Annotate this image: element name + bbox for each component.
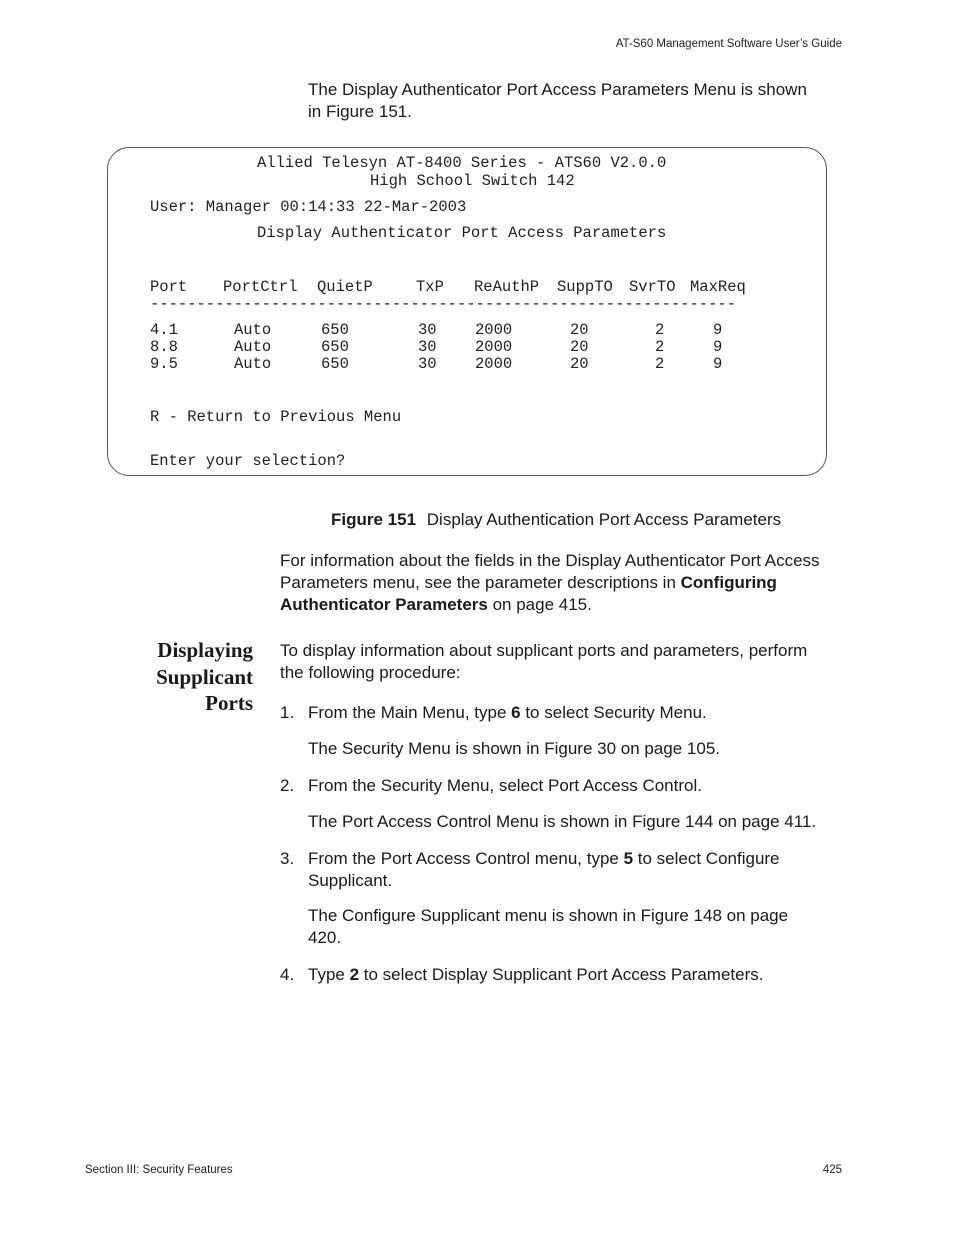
running-header: AT-S60 Management Software User’s Guide bbox=[615, 38, 842, 50]
table-cell: 9 bbox=[713, 355, 723, 373]
procedure-intro-line-2: the following procedure: bbox=[280, 663, 461, 682]
table-separator: --------------------------------------------------------------- bbox=[150, 295, 736, 313]
heading-line-2: Supplicant bbox=[156, 664, 253, 689]
intro-line-2: in Figure 151. bbox=[308, 102, 412, 121]
heading-line-3: Ports bbox=[205, 691, 253, 715]
step-text: to select Configure bbox=[633, 849, 780, 868]
table-cell: 2000 bbox=[475, 321, 513, 339]
table-cell: Auto bbox=[234, 338, 272, 356]
table-cell: 30 bbox=[418, 338, 437, 356]
step-key: 5 bbox=[623, 849, 634, 868]
column-header-txp: TxP bbox=[416, 278, 444, 296]
procedure-intro bbox=[280, 640, 840, 684]
column-header-reauthp: ReAuthP bbox=[474, 278, 540, 296]
step-text: to select Display Supplicant Port Access Parameters. bbox=[359, 965, 764, 984]
table-cell: 2 bbox=[655, 355, 665, 373]
column-header-quietp: QuietP bbox=[317, 278, 373, 296]
table-cell: 9 bbox=[713, 338, 723, 356]
procedure-intro-line-1: To display information about supplicant ports and parameters, perform bbox=[280, 641, 808, 660]
info-line-3 bbox=[280, 594, 840, 616]
info-line-1: For information about the fields in the Display Authenticator Port Access bbox=[280, 551, 820, 570]
table-cell: 650 bbox=[321, 338, 349, 356]
info-text: Parameters menu, see the parameter descriptions in bbox=[280, 573, 681, 592]
table-cell: 2 bbox=[655, 321, 665, 339]
step-3-text bbox=[308, 848, 828, 892]
table-cell: 650 bbox=[321, 321, 349, 339]
table-cell: 20 bbox=[570, 321, 589, 339]
heading-line-1: Displaying bbox=[157, 638, 253, 662]
step-text: From the Port Access Control menu, type bbox=[308, 849, 624, 868]
step-3-line-2: Supplicant. bbox=[308, 871, 393, 890]
table-cell: 9 bbox=[713, 321, 723, 339]
step-key: 2 bbox=[349, 965, 360, 984]
configuring-link-part-1: Configuring bbox=[680, 573, 777, 592]
table-cell: Auto bbox=[234, 355, 272, 373]
column-header-svrto: SvrTO bbox=[629, 278, 676, 296]
terminal-menu-title: Display Authenticator Port Access Parameters bbox=[257, 224, 667, 242]
step-1-note: The Security Menu is shown in Figure 30 on page 105. bbox=[308, 739, 721, 758]
step-2-text: From the Security Menu, select Port Access Control. bbox=[308, 776, 702, 795]
intro-paragraph bbox=[308, 79, 828, 123]
step-number: 2. bbox=[280, 776, 295, 795]
step-text: to select Security Menu. bbox=[520, 703, 707, 722]
configuring-link-part-2: Authenticator Parameters bbox=[280, 595, 488, 614]
step-number: 1. bbox=[280, 703, 295, 722]
table-cell: 650 bbox=[321, 355, 349, 373]
page-number: 425 bbox=[822, 1164, 842, 1176]
step-text: From the Main Menu, type bbox=[308, 703, 512, 722]
table-cell: 2000 bbox=[475, 338, 513, 356]
step-number: 3. bbox=[280, 849, 295, 868]
section-heading bbox=[120, 637, 253, 717]
column-header-maxreq: MaxReq bbox=[690, 278, 746, 296]
info-line-2 bbox=[280, 572, 840, 594]
table-cell: 2 bbox=[655, 338, 665, 356]
figure-label: Figure 151 bbox=[331, 510, 417, 529]
terminal-title-line-1: Allied Telesyn AT-8400 Series - ATS60 V2.0.0 bbox=[257, 154, 667, 172]
column-header-suppto: SuppTO bbox=[557, 278, 613, 296]
step-number: 4. bbox=[280, 965, 295, 984]
selection-prompt: Enter your selection? bbox=[150, 452, 346, 470]
table-cell: 30 bbox=[418, 321, 437, 339]
terminal-title-line-2: High School Switch 142 bbox=[370, 172, 575, 190]
table-cell: 8.8 bbox=[150, 338, 178, 356]
footer-section-title: Section III: Security Features bbox=[85, 1164, 233, 1176]
step-1-text bbox=[308, 702, 828, 724]
step-3-line-1 bbox=[308, 848, 828, 870]
info-paragraph bbox=[280, 550, 840, 616]
return-option: R - Return to Previous Menu bbox=[150, 408, 402, 426]
step-text: Type bbox=[308, 965, 350, 984]
column-header-portctrl: PortCtrl bbox=[223, 278, 298, 296]
table-cell: 4.1 bbox=[150, 321, 178, 339]
table-cell: 20 bbox=[570, 355, 589, 373]
step-3-note-line-1: The Configure Supplicant menu is shown in Figure 148 on page bbox=[308, 906, 789, 925]
table-cell: Auto bbox=[234, 321, 272, 339]
table-cell: 2000 bbox=[475, 355, 513, 373]
step-4-text bbox=[308, 964, 828, 986]
table-cell: 30 bbox=[418, 355, 437, 373]
intro-line-1: The Display Authenticator Port Access Parameters Menu is shown bbox=[308, 80, 807, 99]
figure-caption-text: Display Authentication Port Access Parameters bbox=[426, 510, 782, 529]
table-cell: 9.5 bbox=[150, 355, 178, 373]
step-3-note bbox=[308, 905, 828, 949]
column-header-port: Port bbox=[150, 278, 188, 296]
table-cell: 20 bbox=[570, 338, 589, 356]
step-2-note: The Port Access Control Menu is shown in Figure 144 on page 411. bbox=[308, 812, 817, 831]
figure-caption bbox=[331, 510, 781, 530]
step-3-note-line-2: 420. bbox=[308, 928, 342, 947]
info-text: on page 415. bbox=[487, 595, 592, 614]
step-key: 6 bbox=[511, 703, 521, 722]
terminal-user-line: User: Manager 00:14:33 22-Mar-2003 bbox=[150, 198, 467, 216]
